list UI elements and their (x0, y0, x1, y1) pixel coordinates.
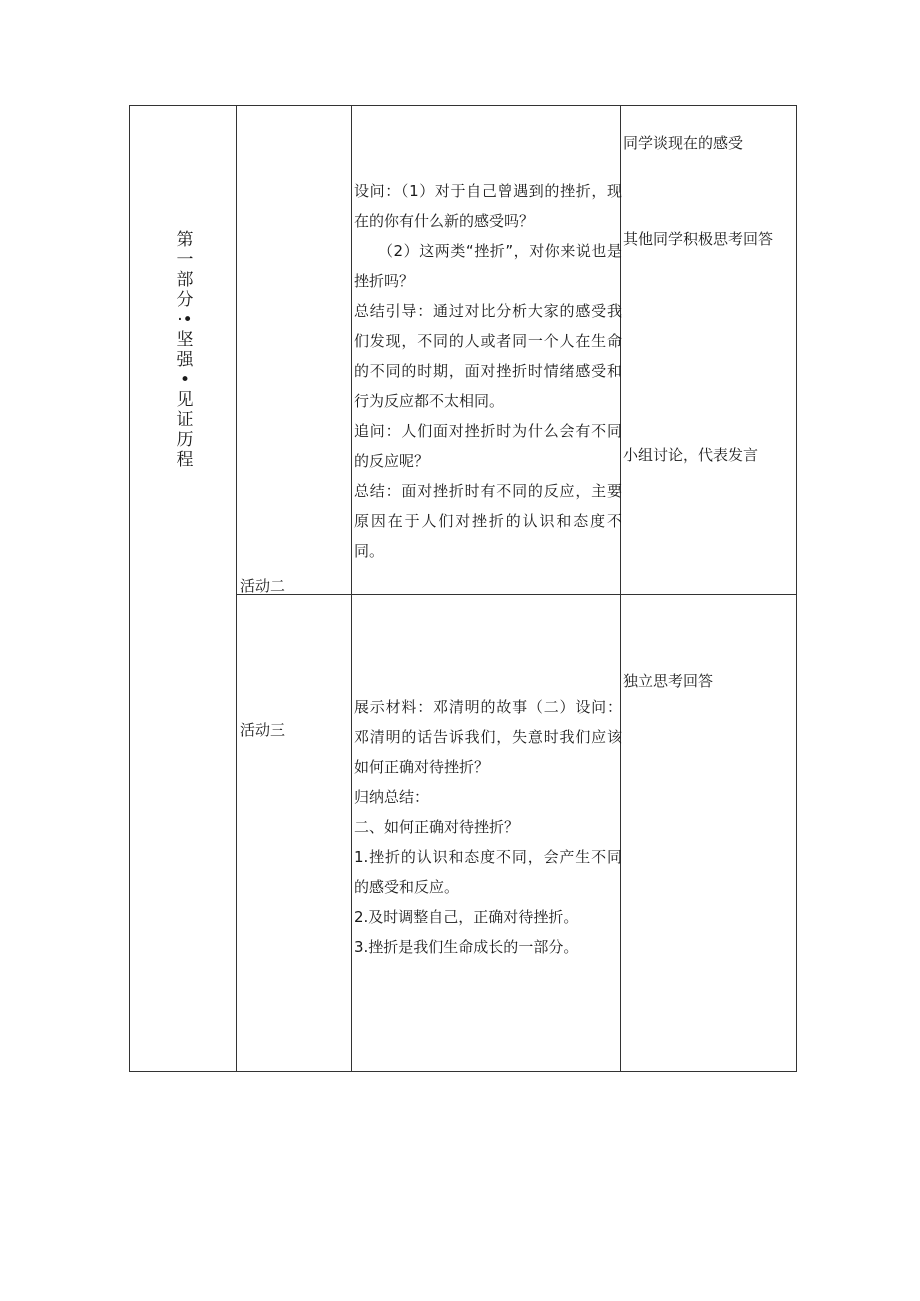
activity3-conclude: 归纳总结： (354, 788, 430, 806)
column-divider-1 (236, 106, 237, 1071)
activity2-response-1: 同学谈现在的感受 (623, 134, 744, 152)
activity3-material: 展示材料：邓清明的故事（二）设问：邓清明的话告诉我们，失意时我们应该如何正确对待挫折？ (354, 698, 622, 776)
activity2-question-2: （2）这两类“挫折”，对你来说也是挫折吗？ (354, 242, 622, 290)
activity2-follow-up: 追问：人们面对挫折时为什么会有不同的反应呢？ (354, 422, 622, 470)
activity2-summary: 总结：面对挫折时有不同的反应，主要原因在于人们对挫折的认识和态度不同。 (354, 482, 622, 560)
activity3-label: 活动三 (240, 721, 286, 739)
activity3-content (354, 692, 622, 962)
lesson-table (129, 105, 797, 1072)
activity2-summary-guide: 总结引导：通过对比分析大家的感受我们发现，不同的人或者同一个人在生命的不同的时期，面对挫折时情绪感受和行为反应都不太相同。 (354, 302, 622, 410)
activity3-point-2: 2.及时调整自己，正确对待挫折。 (354, 908, 579, 926)
activity3-point-3: 3.挫折是我们生命成长的一部分。 (354, 938, 579, 956)
activity3-point-1: 1.挫折的认识和态度不同，会产生不同的感受和反应。 (354, 848, 622, 896)
activity2-content (354, 176, 622, 566)
column-divider-2 (351, 106, 352, 1071)
row-divider (236, 594, 796, 595)
section-title: 第一部分·•坚强•见证历程 (176, 230, 194, 470)
activity2-response-2: 其他同学积极思考回答 (623, 230, 774, 248)
activity2-question-1: 设问：（1）对于自己曾遇到的挫折，现在的你有什么新的感受吗？ (354, 182, 622, 230)
activity3-heading: 二、如何正确对待挫折？ (354, 818, 520, 836)
activity3-response-1: 独立思考回答 (623, 672, 714, 690)
activity2-label: 活动二 (240, 577, 286, 595)
activity2-response-3: 小组讨论，代表发言 (623, 446, 759, 464)
